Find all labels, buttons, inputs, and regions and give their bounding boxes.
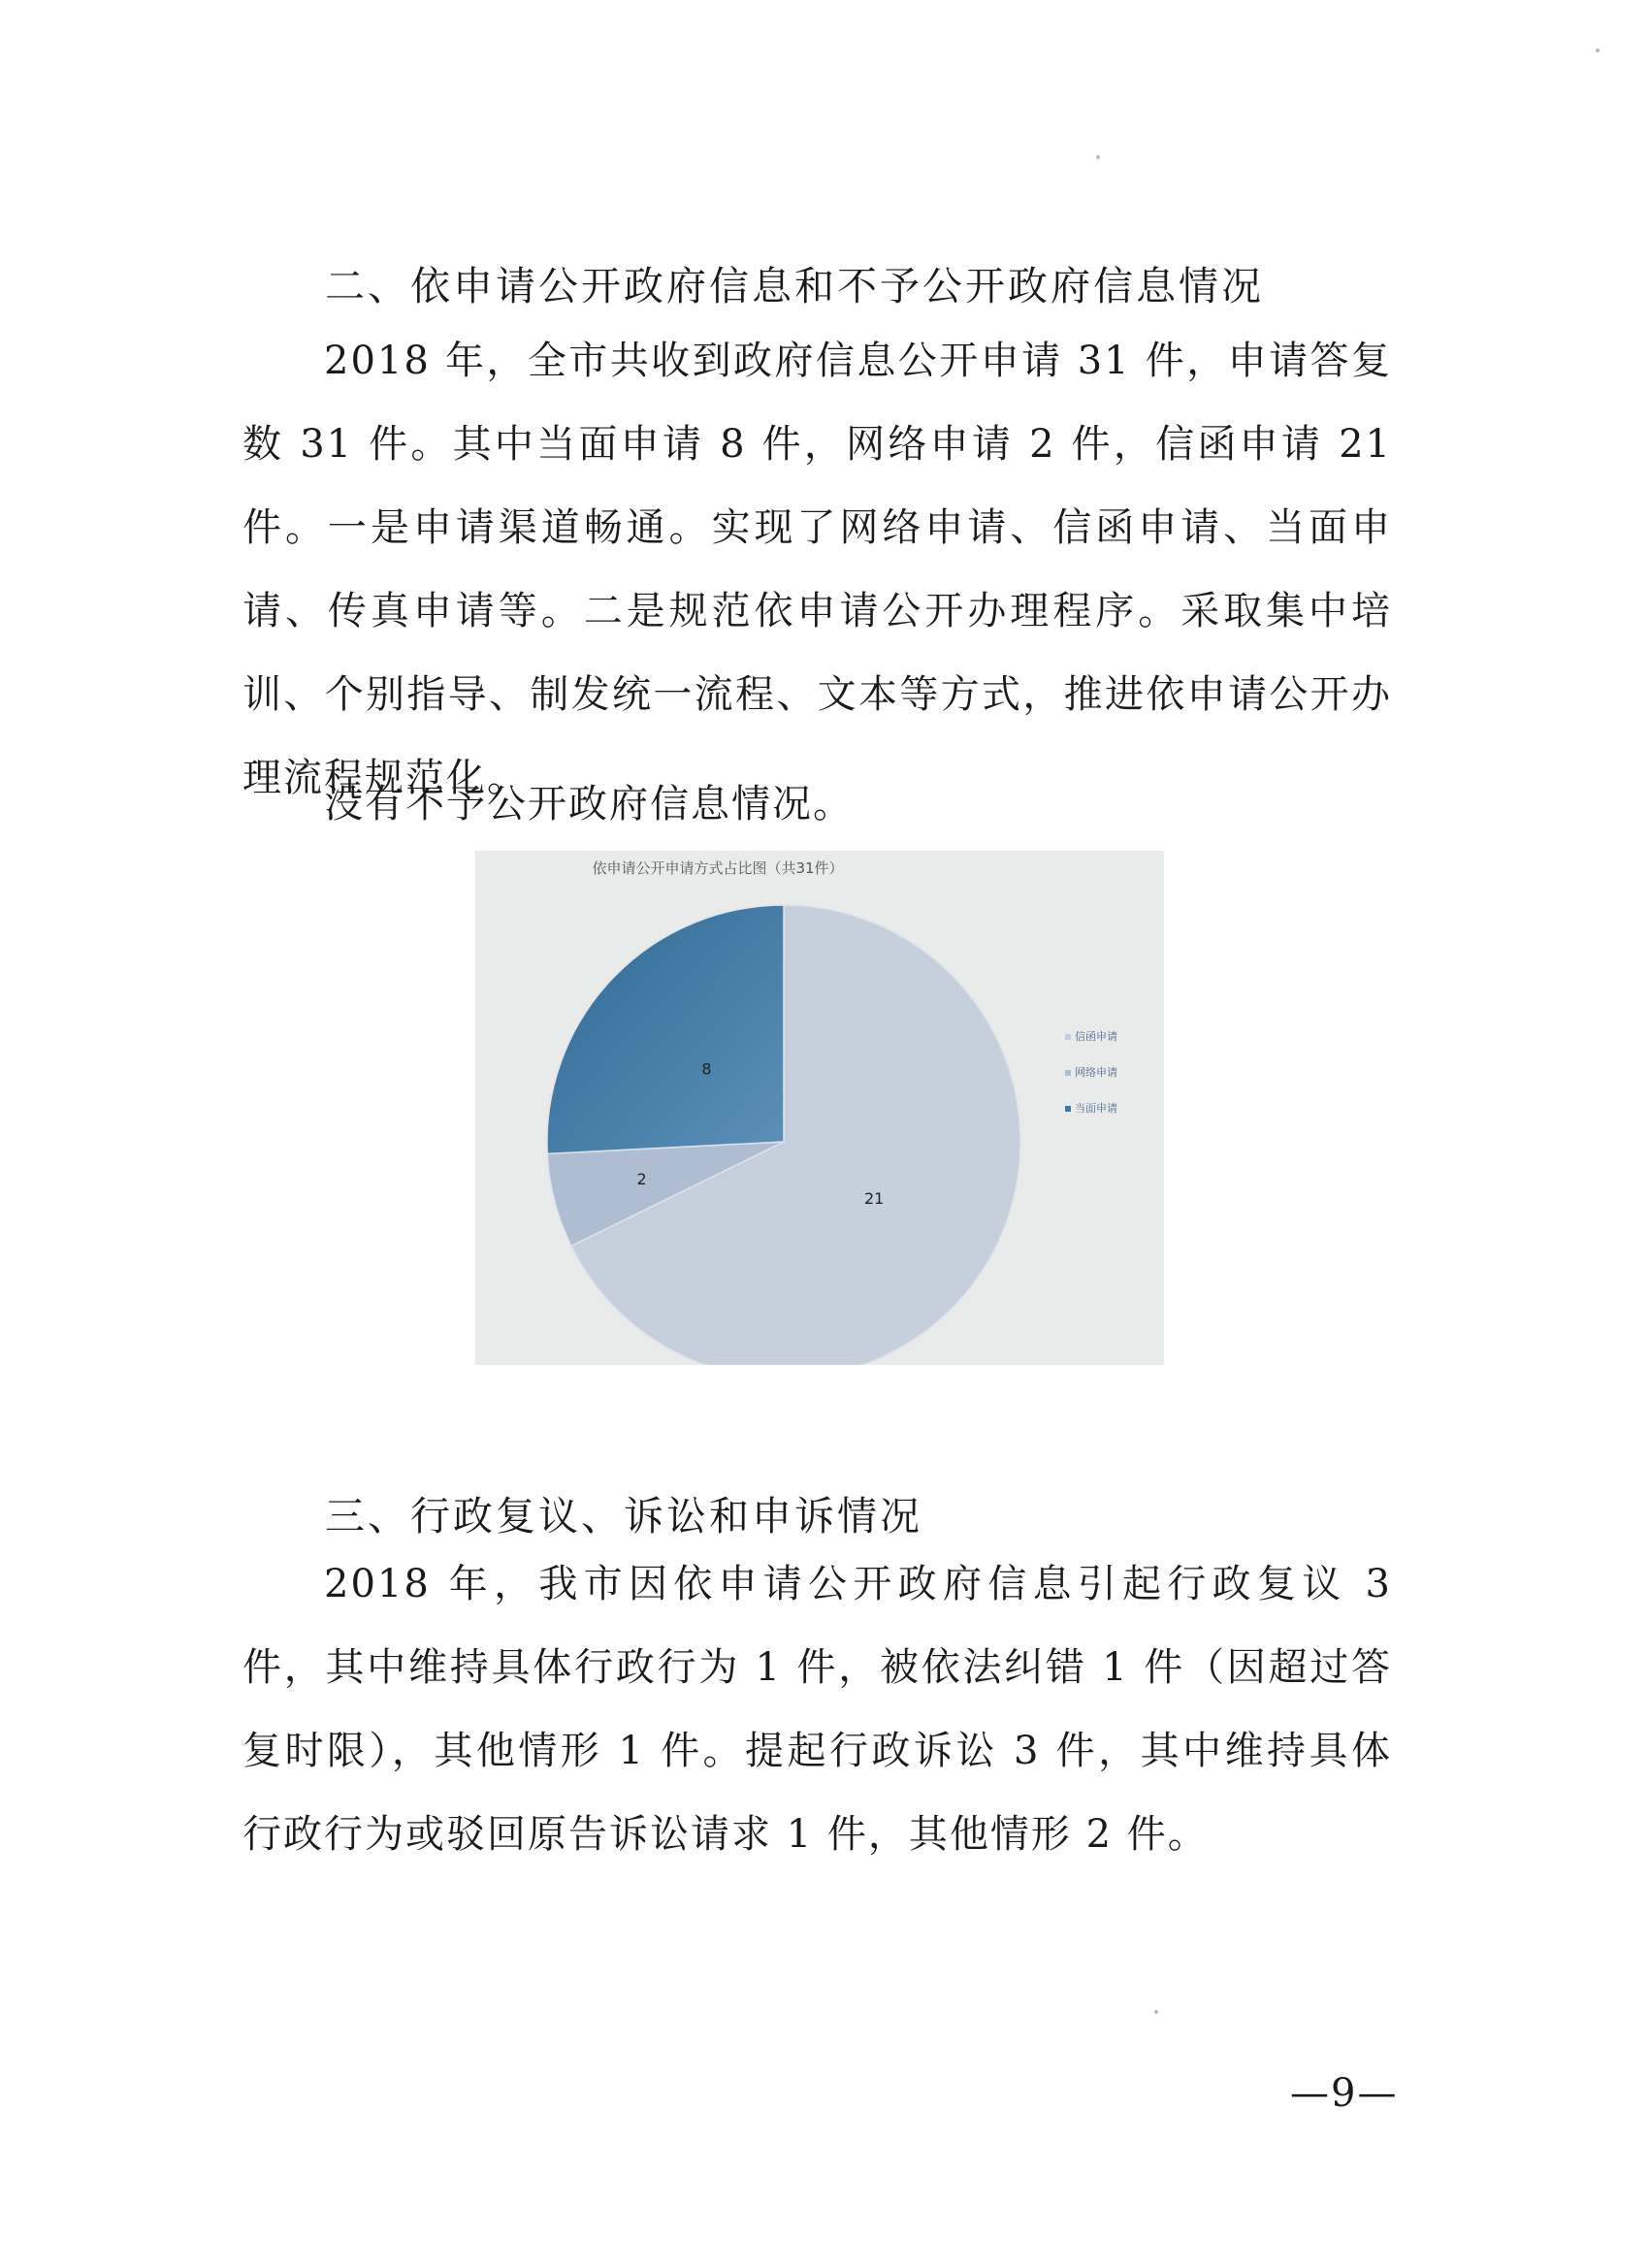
legend-swatch-2 [1065,1070,1071,1076]
scan-speck [1096,155,1100,159]
section2-heading: 二、依申请公开政府信息和不予公开政府信息情况 [325,263,1264,309]
section2-paragraph-1: 2018 年，全市共收到政府信息公开申请 31 件，申请答复数 31 件。其中当面申请 8 件，网络申请 2 件，信函申请 21 件。一是申请渠道畅通。实现了网络申请、信函申请、当面申请、传真申请等。二是规范依申请公开办理程序。采取集中培训、个别指导、制发统一流程、文本等方式，推进依申请公开办理流程规范化。 [242,339,1392,800]
pie-slice-3 [547,905,784,1153]
legend-swatch-1 [1065,1034,1071,1040]
pie-slice-label-2: 2 [636,1169,647,1188]
pie-slice-label-1: 21 [864,1189,885,1209]
legend-label-1: 信函申请 [1075,1030,1117,1043]
section3-paragraph-1: 2018 年，我市因依申请公开政府信息引起行政复议 3 件，其中维持具体行政行为 1 件，被依法纠错 1 件（因超过答复时限），其他情形 1 件。提起行政诉讼 3 件，其中维持具体行政行为或驳回原告诉讼请求 1 件，其他情形 2 件。 [242,1562,1392,1857]
pie-chart-svg [475,851,1164,1365]
chart-title: 依申请公开申请方式占比图（共31件） [592,859,844,877]
scan-speck [1596,49,1600,52]
legend-label-2: 网络申请 [1075,1066,1117,1079]
legend-swatch-3 [1065,1106,1071,1112]
section3-heading: 三、行政复议、诉讼和申诉情况 [325,1493,922,1539]
page-number: —9— [1290,2071,1399,2116]
section2-paragraph-2: 没有不予公开政府信息情况。 [324,782,854,826]
scan-speck [1154,2010,1158,2014]
pie-chart [475,851,1164,1365]
legend-label-3: 当面申请 [1075,1102,1117,1115]
pie-slice-label-3: 8 [701,1059,712,1079]
